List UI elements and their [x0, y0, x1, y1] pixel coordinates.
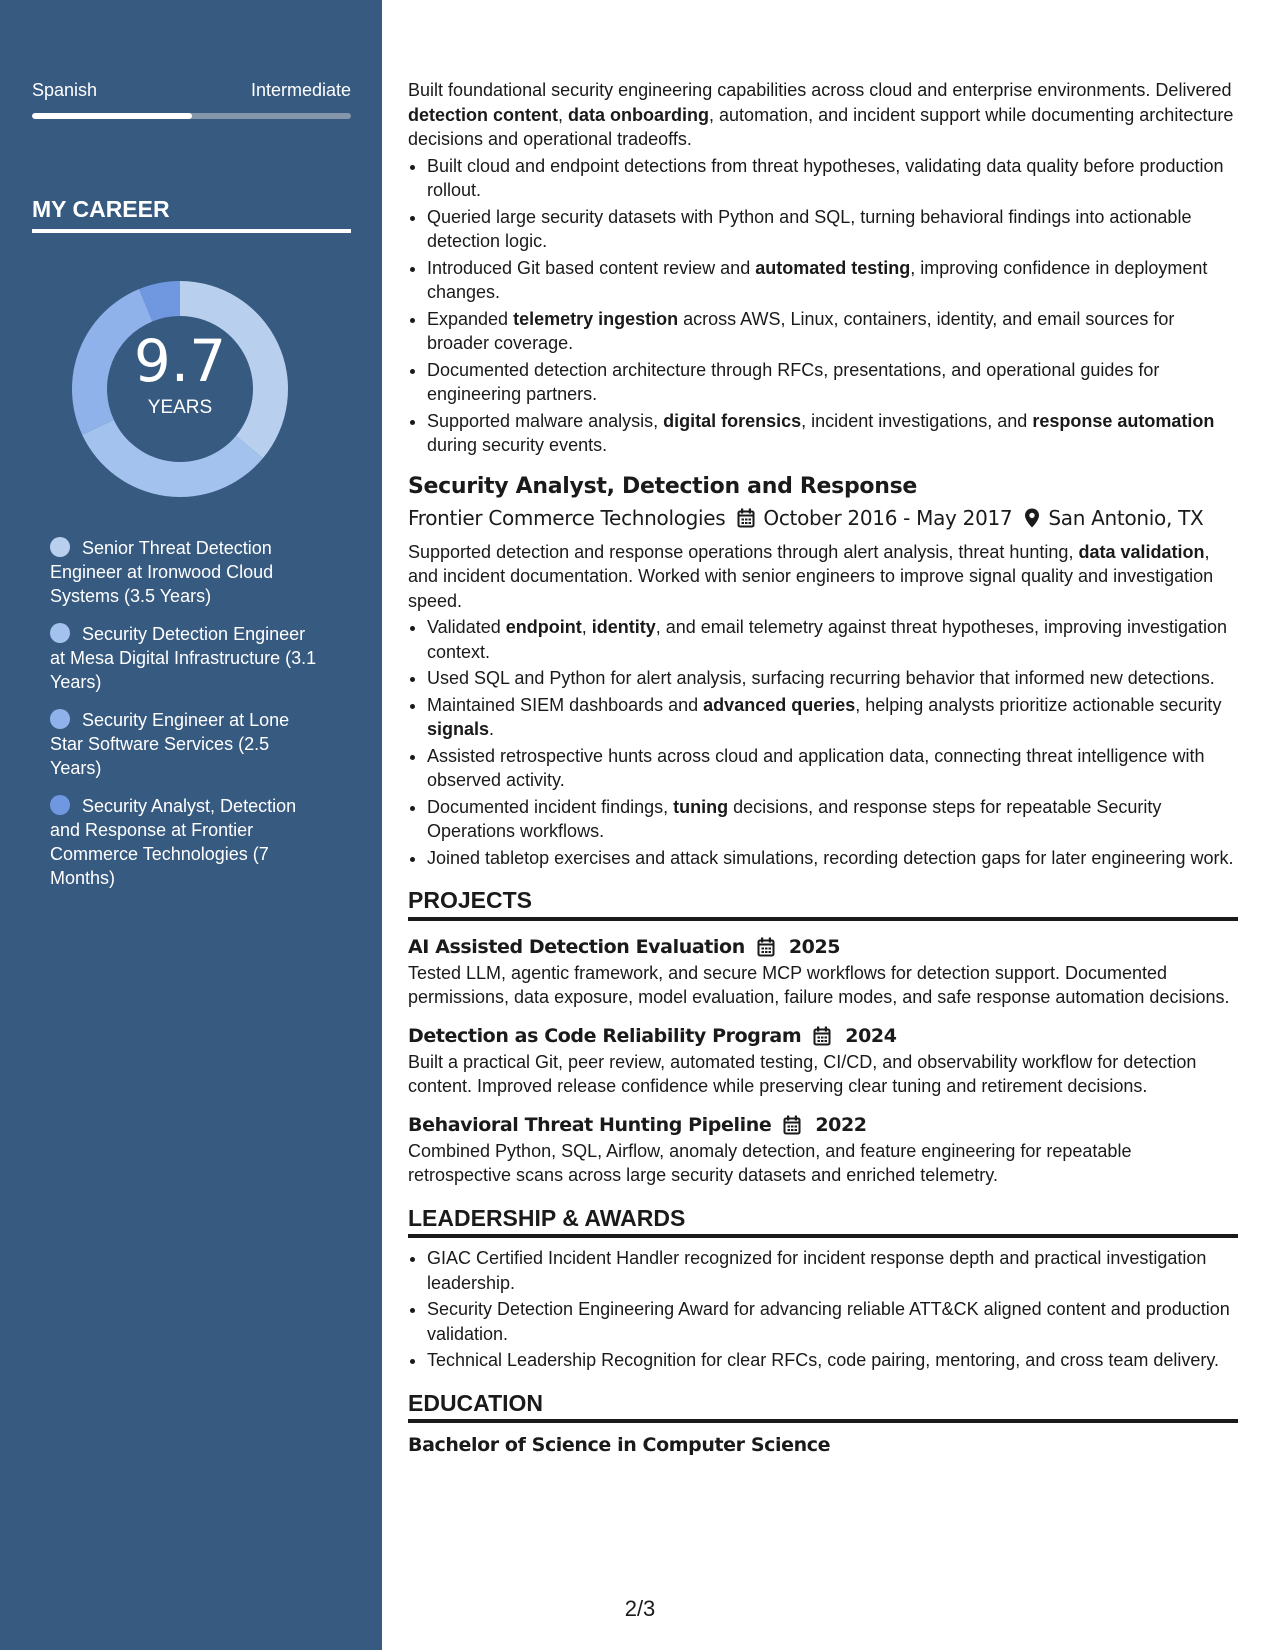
project-title: Behavioral Threat Hunting Pipeline — [408, 1113, 772, 1136]
career-legend-label: Security Analyst, Detection and Response at Frontier Commerce Technologies (7 Months) — [50, 796, 297, 888]
job-bullet: • Joined tabletop exercises and attack simulations, recording detection gaps for later engineering work. — [427, 846, 1238, 871]
job-bullets — [408, 615, 1238, 870]
project-year: 2024 — [845, 1024, 897, 1047]
career-legend-item — [50, 708, 320, 780]
job-bullet: • Built cloud and endpoint detections from threat hypotheses, validating data quality before production rollout. — [427, 154, 1238, 203]
education-degree: Bachelor of Science in Computer Science — [408, 1434, 831, 1456]
career-heading: MY CAREER — [32, 196, 351, 233]
career-legend-item — [50, 536, 320, 608]
job-bullet: • Used SQL and Python for alert analysis, surfacing recurring behavior that informed new detections. — [427, 666, 1238, 691]
leadership-item: • Security Detection Engineering Award for advancing reliable ATT&CK aligned content and production validation. — [427, 1297, 1238, 1346]
project-year: 2025 — [788, 935, 841, 958]
language-name: Spanish — [32, 80, 98, 100]
project-title-row — [408, 1111, 1238, 1139]
career-legend-label: Security Engineer at Lone Star Software Services (2.5 Years) — [50, 710, 290, 778]
career-total-unit: YEARS — [147, 397, 213, 418]
project-title-row — [408, 933, 1238, 961]
career-legend-item — [50, 622, 320, 694]
job-bullet: • Assisted retrospective hunts across cloud and application data, connecting threat intelligence with observed activity. — [427, 744, 1238, 793]
job-bullet: • Queried large security datasets with Python and SQL, turning behavioral findings into actionable detection logic. — [427, 205, 1238, 254]
project-title-row — [408, 1022, 1238, 1050]
language-progress-bar — [32, 113, 351, 119]
sidebar — [0, 0, 382, 1650]
calendar-icon — [813, 1026, 831, 1046]
job-bullet: • Supported malware analysis, digital forensics, incident investigations, and response automation during security events. — [427, 409, 1238, 458]
job-bullet: • Documented detection architecture through RFCs, presentations, and operational guides for engineering partners. — [427, 358, 1238, 407]
project-description: Built a practical Git, peer review, automated testing, CI/CD, and observability workflow for detection content. Improved release confidence while preserving clear tuning and retirement decisions. — [408, 1051, 1197, 1096]
job-title: Security Analyst, Detection and Response — [408, 473, 917, 499]
language-row — [32, 80, 351, 101]
language-level: Intermediate — [250, 80, 351, 100]
language-progress-fill — [32, 113, 192, 119]
job-bullets — [408, 154, 1238, 458]
job-bullet: • Validated endpoint, identity, and email telemetry against threat hypotheses, improving investigation context. — [427, 615, 1238, 664]
calendar-icon — [757, 937, 775, 957]
career-legend — [50, 536, 320, 904]
calendar-icon — [737, 508, 755, 528]
calendar-icon — [783, 1115, 801, 1135]
main-content — [408, 78, 1238, 1458]
job-location: San Antonio, TX — [1048, 505, 1204, 530]
project-description: Tested LLM, agentic framework, and secure MCP workflows for detection support. Documented permissions, data exposure, model evaluation, failure modes, and safe response automation decisions. — [408, 962, 1230, 1007]
job-dates: October 2016 - May 2017 — [763, 505, 1013, 530]
career-legend-label: Security Detection Engineer at Mesa Digital Infrastructure (3.1 Years) — [50, 624, 317, 692]
donut-segment-2 — [82, 420, 263, 497]
project-title: Detection as Code Reliability Program — [408, 1024, 802, 1047]
education-heading: EDUCATION — [408, 1391, 1238, 1424]
job-bullet: • Introduced Git based content review and automated testing, improving confidence in deployment changes. — [427, 256, 1238, 305]
legend-dot — [50, 795, 70, 815]
job-bullet: • Maintained SIEM dashboards and advanced queries, helping analysts prioritize actionable security signals. — [427, 693, 1238, 742]
job-summary: Supported detection and response operations through alert analysis, threat hunting, data validation, and incident documentation. Worked with senior engineers to improve signal quality and investigation speed. — [408, 541, 1214, 611]
career-total-value: 9.7 — [133, 327, 227, 395]
career-donut-chart — [65, 274, 295, 504]
job-company: Frontier Commerce Technologies — [408, 505, 726, 530]
project-title: AI Assisted Detection Evaluation — [408, 935, 745, 958]
job-bullet: • Documented incident findings, tuning decisions, and response steps for repeatable Security Operations workflows. — [427, 795, 1238, 844]
career-legend-label: Senior Threat Detection Engineer at Ironwood Cloud Systems (3.5 Years) — [50, 538, 274, 606]
legend-dot — [50, 709, 70, 729]
job-meta — [408, 504, 1238, 532]
project-year: 2022 — [815, 1113, 867, 1136]
job-summary: Built foundational security engineering capabilities across cloud and enterprise environments. Delivered detection content, data onboarding, automation, and incident support while documenting architecture decisions and operational tradeoffs. — [408, 80, 1234, 149]
leadership-item: • GIAC Certified Incident Handler recognized for incident response depth and practical investigation leadership. — [427, 1246, 1238, 1295]
map-pin-icon — [1024, 508, 1040, 528]
legend-dot — [50, 623, 70, 643]
projects-heading: PROJECTS — [408, 888, 1238, 921]
legend-dot — [50, 537, 70, 557]
job-bullet: • Expanded telemetry ingestion across AWS, Linux, containers, identity, and email sources for broader coverage. — [427, 307, 1238, 356]
project-description: Combined Python, SQL, Airflow, anomaly detection, and feature engineering for repeatable retrospective scans across large security datasets and enriched telemetry. — [408, 1140, 1132, 1185]
career-legend-item — [50, 794, 320, 890]
leadership-item: • Technical Leadership Recognition for clear RFCs, code pairing, mentoring, and cross team delivery. — [427, 1348, 1238, 1373]
page-number: 2/3 — [624, 1596, 656, 1621]
leadership-heading: LEADERSHIP & AWARDS — [408, 1206, 1238, 1239]
leadership-list — [408, 1246, 1238, 1373]
